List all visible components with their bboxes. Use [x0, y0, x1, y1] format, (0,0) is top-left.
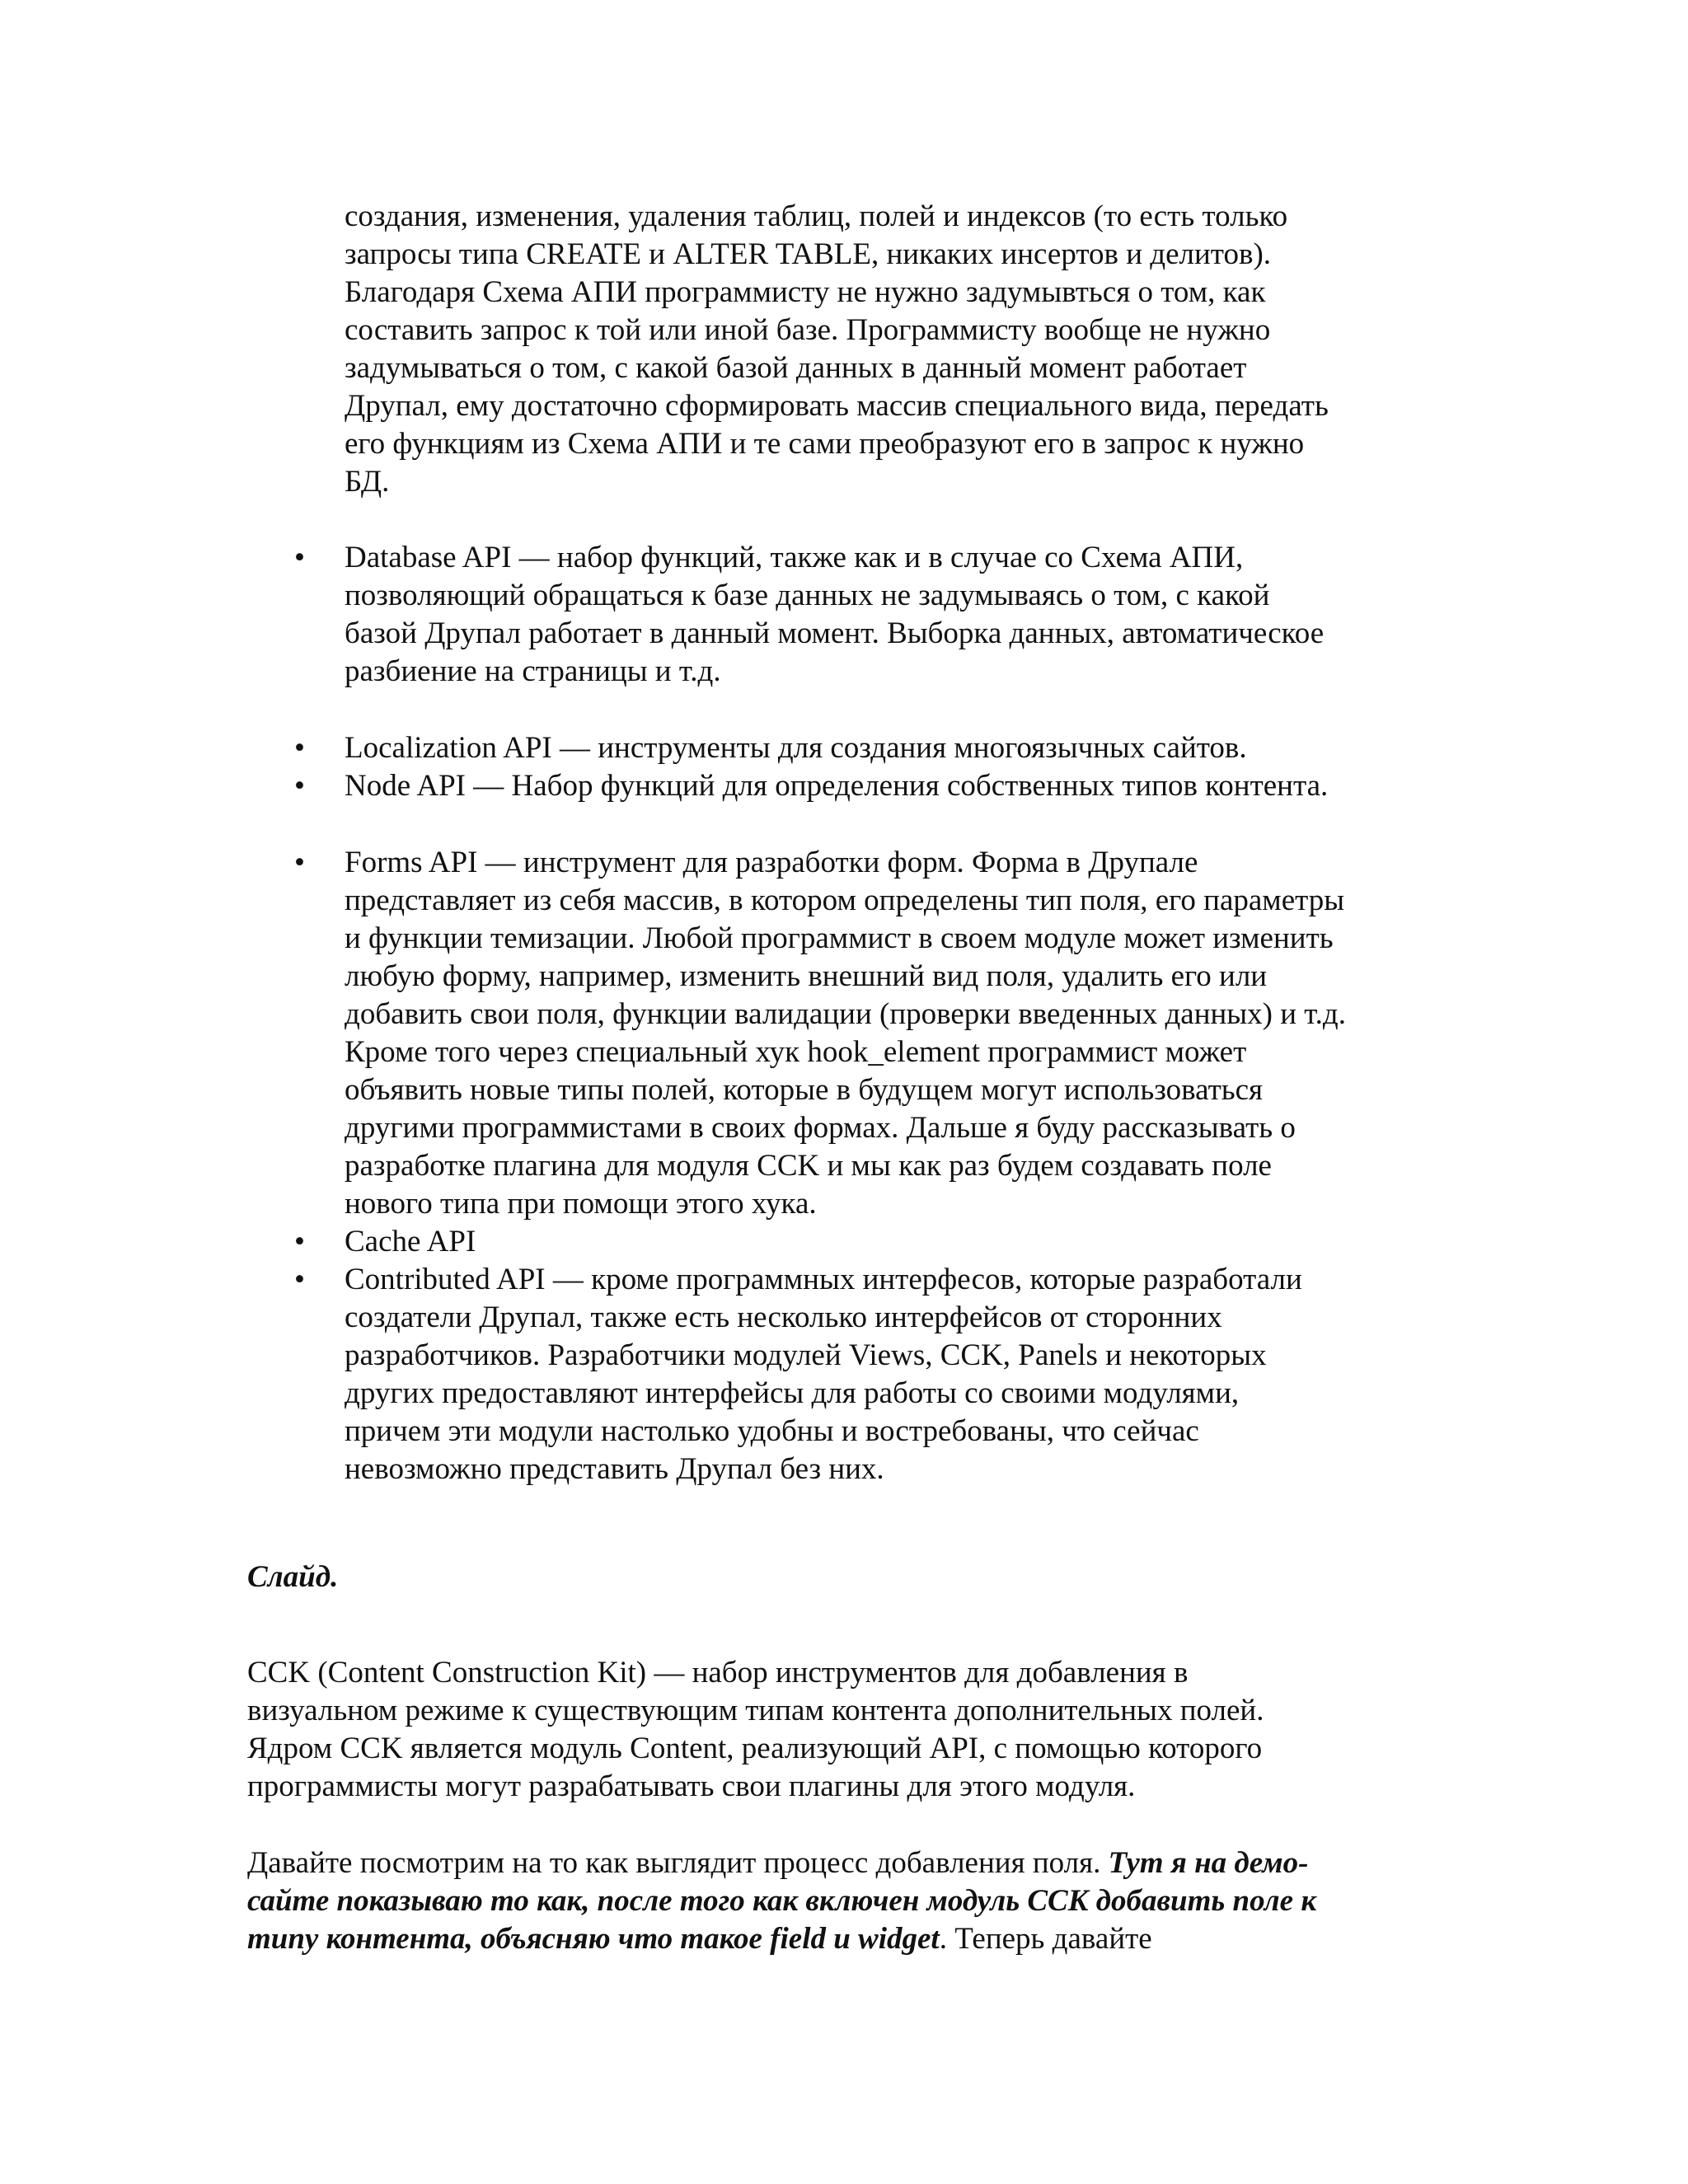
text-run: Давайте посмотрим на то как выглядит процесс добавления поля.: [247, 1846, 1109, 1880]
text-line: объявить новые типы полей, которые в будущем могут использоваться: [345, 1073, 1264, 1107]
bullet-marker: •: [294, 846, 305, 879]
schema-api-continuation: [345, 198, 1465, 501]
text-line: Localization API — инструменты для создания многоязычных сайтов.: [345, 731, 1247, 765]
text-line: Друпал, ему достаточно сформировать массив специального вида, передать: [345, 389, 1329, 423]
text-line: Благодаря Схема АПИ программисту не нужно задумывться о том, как: [345, 275, 1266, 309]
list-item-cache-api: [293, 1223, 1496, 1261]
bullet-marker: •: [294, 541, 305, 574]
text-line: Node API — Набор функций для определения собственных типов контента.: [345, 769, 1329, 803]
list-item-localization-api: [293, 729, 1496, 767]
text-line: разработке плагина для модуля CCK и мы как раз будем создавать поле: [345, 1149, 1272, 1183]
text-line: CCK (Content Construction Kit) — набор инструментов для добавления в: [247, 1656, 1189, 1690]
text-line: Forms API — инструмент для разработки форм. Форма в Друпале: [345, 846, 1198, 879]
text-line: других предоставляют интерфейсы для работы со своими модулями,: [345, 1376, 1240, 1410]
bullet-marker: •: [294, 731, 305, 765]
text-line: Contributed API — кроме программных интерфесов, которые разработали: [345, 1263, 1302, 1296]
text-run-emphasis: сайте показываю то как, после того как включен модуль CCK добавить поле к: [247, 1884, 1317, 1918]
list-item-database-api: [293, 539, 1496, 691]
bullet-list-forms-cache-contributed: [293, 844, 1496, 1488]
text-line: добавить свои поля, функции валидации (проверки введенных данных) и т.д.: [345, 997, 1346, 1031]
text-line: другими программистами в своих формах. Дальше я буду рассказывать о: [345, 1111, 1296, 1145]
text-line: разбиение на страницы и т.д.: [345, 654, 721, 688]
text-line: создатели Друпал, также есть несколько интерфейсов от сторонних: [345, 1301, 1222, 1334]
cck-paragraph: [247, 1654, 1451, 1806]
text-run-emphasis: Тут я на демо-: [1108, 1846, 1309, 1880]
demo-paragraph: [247, 1844, 1451, 1958]
text-line: разработчиков. Разработчики модулей Views, CCK, Panels и некоторых: [345, 1338, 1267, 1372]
slide-heading: Слайд.: [247, 1560, 339, 1594]
bullet-list-database: [293, 539, 1496, 691]
text-line: позволяющий обращаться к базе данных не задумываясь о том, с какой: [345, 579, 1270, 612]
text-line: БД.: [345, 465, 390, 499]
text-line: создания, изменения, удаления таблиц, полей и индексов (то есть только: [345, 199, 1288, 233]
text-line: составить запрос к той или иной базе. Программисту вообще не нужно: [345, 313, 1271, 347]
text-line: Ядром CCK является модуль Content, реализующий API, с помощью которого: [247, 1732, 1263, 1765]
text-line: задумываться о том, с какой базой данных в данный момент работает: [345, 351, 1247, 385]
text-run: . Теперь давайте: [939, 1922, 1152, 1956]
text-run-emphasis: типу контента, объясняю что такое field и widget: [247, 1922, 940, 1956]
text-line: Кроме того через специальный хук hook_element программист может: [345, 1035, 1247, 1069]
text-line: нового типа при помощи этого хука.: [345, 1187, 817, 1221]
text-line: базой Друпал работает в данный момент. Выборка данных, автоматическое: [345, 616, 1325, 650]
text-line: любую форму, например, изменить внешний вид поля, удалить его или: [345, 959, 1268, 993]
text-line: причем эти модули настолько удобны и востребованы, что сейчас: [345, 1414, 1199, 1448]
bullet-list-localization-node: [293, 729, 1496, 805]
text-line: программисты могут разрабатывать свои плагины для этого модуля.: [247, 1769, 1136, 1803]
text-line: визуальном режиме к существующим типам контента дополнительных полей.: [247, 1694, 1264, 1727]
bullet-marker: •: [294, 769, 305, 803]
list-item-forms-api: [293, 844, 1496, 1223]
text-line: и функции темизации. Любой программист в своем модуле может изменить: [345, 921, 1334, 955]
list-item-node-api: [293, 767, 1496, 805]
text-line: запросы типа CREATE и ALTER TABLE, никаких инсертов и делитов).: [345, 237, 1272, 271]
text-line: невозможно представить Друпал без них.: [345, 1452, 884, 1486]
list-item-contributed-api: [293, 1261, 1496, 1488]
text-line: его функциям из Схема АПИ и те сами преобразуют его в запрос к нужно: [345, 427, 1305, 461]
bullet-marker: •: [294, 1263, 305, 1296]
text-line: Database API — набор функций, также как и в случае со Схема АПИ,: [345, 541, 1244, 574]
text-line: Cache API: [345, 1225, 476, 1258]
bullet-marker: •: [294, 1225, 305, 1258]
text-line: представляет из себя массив, в котором определены тип поля, его параметры: [345, 883, 1345, 917]
